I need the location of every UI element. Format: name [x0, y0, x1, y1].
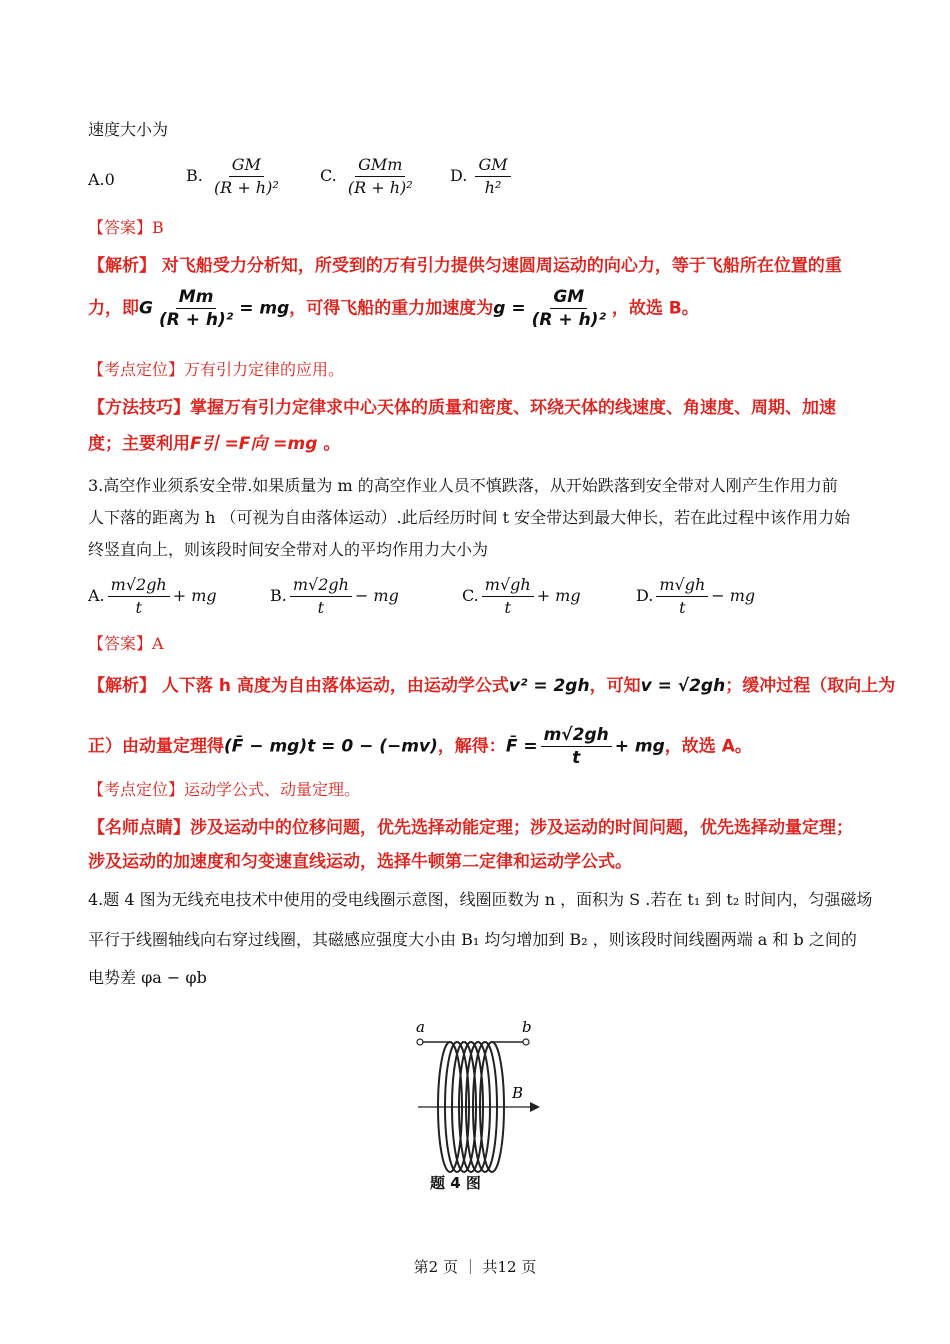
q3-analysis-fbar: F̄ = [505, 736, 538, 757]
q2-option-c-num: GMm [355, 156, 405, 177]
q3-dianjing-line-2: 涉及运动的加速度和匀变速直线运动，选择牛顿第二定律和运动学公式。 [88, 852, 632, 872]
q2-fangfa-formula: F引 =F向 =mg [190, 434, 318, 454]
q3-analysis-line-1 [88, 676, 895, 696]
q3-analysis-tag: 【解析】 [88, 676, 156, 696]
q2-analysis-line-2: 力，即G $\frac{Mm}{\text{(R + h)²}}$ = mg，可得飞船的重力加速度为g = $\frac{GM}{\text{(R + h)²}}$ ，故选 B。 [88, 287, 699, 330]
q3-analysis-text-2c: ，解得： [437, 736, 506, 757]
q2-analysis-g: g = [493, 298, 526, 319]
q2-option-b [186, 156, 285, 197]
q4-stem-line-2: 平行于线圈轴线向右穿过线圈，其磁感应强度大小由 B₁ 均匀增加到 B₂ ，则该段时间线圈两端 a 和 b 之间的 [88, 930, 857, 949]
q3-option-a-num: m√2gh [108, 576, 170, 597]
q2-analysis-text-1: 对飞船受力分析知，所受到的万有引力提供匀速圆周运动的向心力，等于飞船所在位置的重 [161, 256, 842, 276]
q2-answer-value: B [152, 218, 164, 237]
q2-analysis-den-2: (R + h)² [531, 310, 606, 330]
q3-option-c-tail: + mg [536, 586, 581, 605]
q3-option-c [462, 576, 581, 617]
q3-option-a [88, 576, 217, 617]
q2-analysis-eq-1: = mg [239, 298, 290, 319]
q3-kaodian [88, 780, 360, 800]
q3-option-d-tail: − mg [711, 586, 756, 605]
q3-option-d-den: t [679, 598, 686, 617]
q3-analysis-den: t [572, 748, 581, 768]
q3-kaodian-tag: 【考点定位】 [88, 780, 185, 799]
q3-option-a-fraction [108, 576, 170, 617]
q2-option-d [450, 156, 514, 197]
q2-analysis-num-2: GM [550, 288, 587, 309]
q3-option-d [636, 576, 755, 617]
q2-fangfa-text-2c: 。 [323, 434, 341, 454]
q3-dianjing-text-1: 涉及运动中的位移问题，优先选择动能定理；涉及运动的时间问题，优先选择动量定理； [190, 818, 853, 838]
q3-kaodian-text: 运动学公式、动量定理。 [184, 780, 361, 799]
q3-option-d-fraction [656, 576, 708, 617]
q3-analysis-fraction [541, 726, 612, 767]
q3-stem-line-2: 人下落的距离为 h （可视为自由落体运动）.此后经历时间 t 安全带达到最大伸长，若在此过程中该作用力始 [88, 508, 851, 527]
q2-option-b-den: (R + h)² [213, 178, 279, 197]
q3-analysis-tail: + mg [614, 736, 665, 757]
q3-option-d-num: m√gh [656, 576, 708, 597]
q2-option-d-label: D. [450, 166, 468, 185]
q3-analysis-text-1a: 人下落 h 高度为自由落体运动，由运动学公式 [161, 676, 509, 696]
q3-answer-tag: 【答案】 [88, 634, 153, 653]
q3-option-b [270, 576, 399, 617]
fig-label-B: B [512, 1084, 524, 1102]
q3-analysis-eq-2: v = √2gh [640, 676, 726, 696]
q3-option-d-label: D. [636, 586, 654, 605]
q3-answer-value: A [152, 634, 164, 653]
q3-analysis-text-2a: 正）由动量定理得 [88, 736, 224, 757]
q2-fangfa-text-1: 掌握万有引力定律求中心天体的质量和密度、环绕天体的线速度、角速度、周期、加速 [190, 398, 836, 418]
q2-analysis-fraction-2 [529, 288, 609, 329]
q2-analysis-line-1 [88, 256, 842, 276]
q2-fangfa-text-2a: 度；主要利用 [88, 434, 190, 454]
q2-analysis-text-2c: ，可得飞船的重力加速度为 [289, 298, 494, 319]
terminal-b [523, 1039, 529, 1045]
q2-kaodian [88, 360, 344, 380]
q2-option-d-num: GM [475, 156, 510, 177]
q3-analysis-eq-3: (F̄ − mg)t = 0 − (−mv) [224, 736, 438, 757]
q3-option-a-tail: + mg [172, 586, 217, 605]
q2-analysis-num-1: Mm [176, 288, 217, 309]
q2-option-b-fraction [211, 156, 282, 197]
q2-fangfa-line-1 [88, 398, 836, 418]
q3-analysis-text-2f: ，故选 A。 [664, 736, 752, 757]
q2-option-d-fraction [475, 156, 510, 197]
q3-option-a-den: t [135, 598, 142, 617]
q3-stem-line-3: 终竖直向上，则该段时间安全带对人的平均作用力大小为 [88, 540, 489, 559]
q4-stem-line-1: 4.题 4 图为无线充电技术中使用的受电线圈示意图，线圈匝数为 n ，面积为 S .若在 t₁ 到 t₂ 时间内，匀强磁场 [88, 890, 873, 909]
q2-analysis-text-2a: 力，即 [88, 298, 139, 319]
q2-answer [88, 218, 164, 238]
q4-stem-line-3: 电势差 φa − φb [88, 968, 207, 987]
q2-fangfa-tag: 【方法技巧】 [88, 398, 190, 418]
q2-answer-tag: 【答案】 [88, 218, 153, 237]
q3-stem-line-1: 3.高空作业须系安全带.如果质量为 m 的高空作业人员不慎跌落，从开始跌落到安全带对人刚产生作用力前 [88, 476, 838, 495]
fig-label-b: b [522, 1018, 532, 1036]
q3-option-a-label: A. [88, 586, 105, 605]
q2-stem-tail: 速度大小为 [88, 120, 169, 139]
page-footer: 第2 页 ｜ 共12 页 [413, 1258, 537, 1276]
q3-analysis-line-2 [88, 726, 752, 767]
q2-option-c-den: (R + h)² [347, 178, 413, 197]
q3-option-b-num: m√2gh [290, 576, 352, 597]
q2-analysis-den-1: (R + h)² [158, 310, 234, 330]
q3-answer [88, 634, 164, 654]
fig-label-a: a [416, 1018, 425, 1036]
field-arrow-head [530, 1102, 540, 1112]
q3-option-b-tail: − mg [354, 586, 399, 605]
q3-option-b-label: B. [270, 586, 287, 605]
q3-analysis-num: m√2gh [541, 726, 612, 747]
q3-dianjing-tag: 【名师点睛】 [88, 818, 190, 838]
q3-analysis-text-1c: ，可知 [589, 676, 641, 696]
q2-kaodian-text: 万有引力定律的应用。 [184, 360, 345, 379]
q2-option-b-label: B. [186, 166, 203, 185]
q2-analysis-fraction-1 [156, 288, 236, 329]
q2-option-b-num: GM [229, 156, 264, 177]
figure-caption: 题 4 图 [430, 1174, 481, 1192]
q3-option-c-num: m√gh [482, 576, 534, 597]
q3-option-c-den: t [504, 598, 511, 617]
q2-fangfa-line-2 [88, 434, 340, 454]
q2-option-a: A.0 [88, 170, 115, 189]
q3-analysis-eq-1: v² = 2gh [508, 676, 590, 696]
q2-analysis-tag: 【解析】 [88, 256, 156, 276]
q2-option-d-den: h² [484, 178, 502, 197]
q2-option-c [320, 156, 419, 197]
q3-option-b-den: t [317, 598, 325, 617]
q3-option-c-label: C. [462, 586, 479, 605]
q3-option-b-fraction [290, 576, 352, 617]
q3-dianjing-line-1 [88, 818, 853, 838]
q3-option-c-fraction [482, 576, 534, 617]
q3-analysis-text-1e: ；缓冲过程（取向上为 [725, 676, 896, 696]
q2-analysis-text-2d: ，故选 B。 [611, 298, 699, 319]
q2-option-c-label: C. [320, 166, 337, 185]
q2-option-c-fraction [345, 156, 416, 197]
terminal-a [417, 1039, 423, 1045]
q2-kaodian-tag: 【考点定位】 [88, 360, 185, 379]
